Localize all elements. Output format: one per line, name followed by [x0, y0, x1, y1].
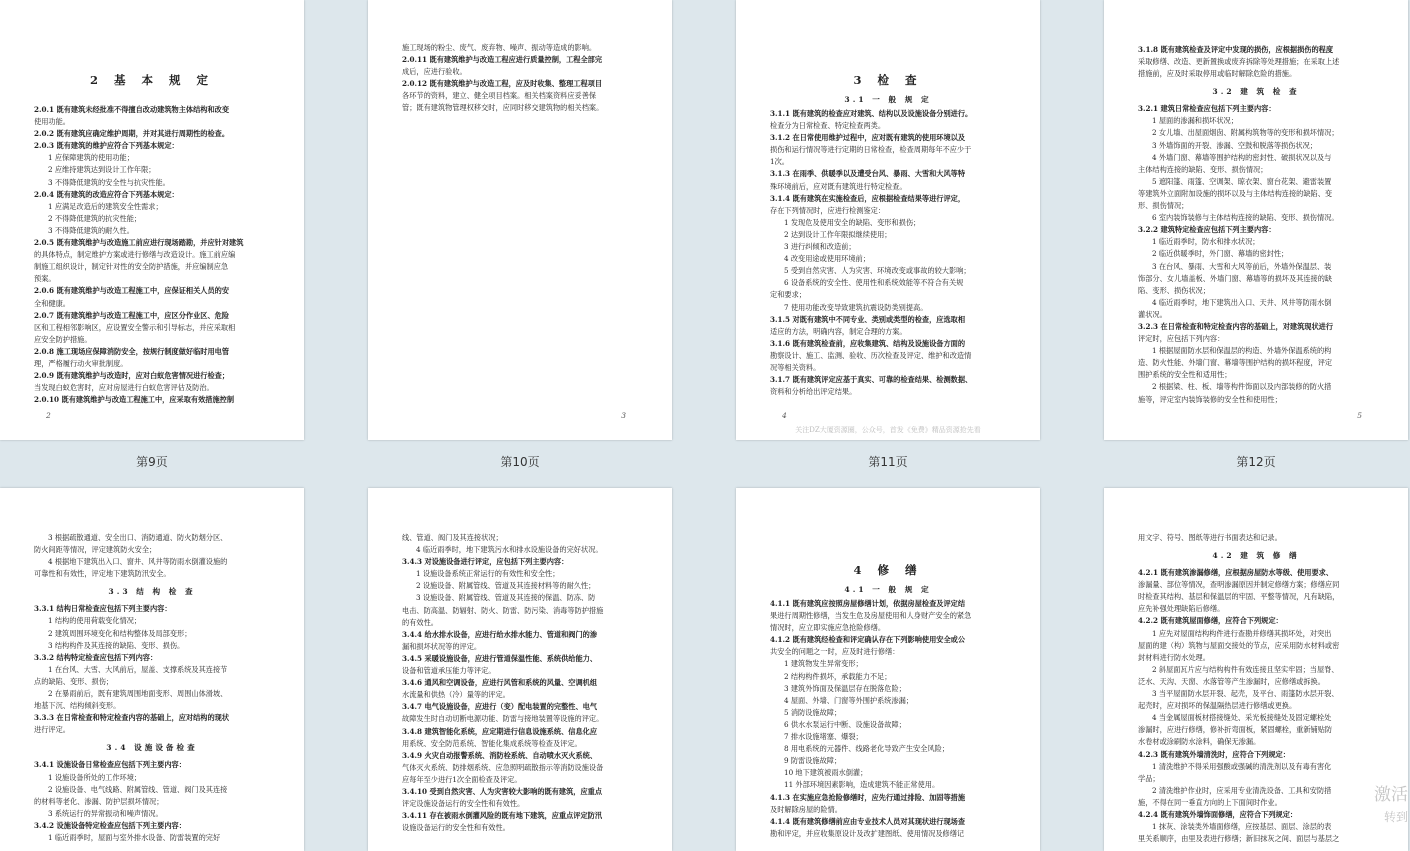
- text-line: 2 斜屋面瓦片应与结构构件有效连接且坚实牢固；当屋脊、: [1152, 664, 1339, 674]
- document-page-10[interactable]: [368, 0, 672, 440]
- text-line: 2 设施设备、电气线路、附属管线、管道、阀门及其连接: [48, 784, 228, 794]
- chapter-heading: 4 修 缮: [853, 563, 923, 577]
- text-line: 3.4.8 建筑智能化系统，应定期进行信息设施系统、信息化应: [402, 726, 598, 736]
- text-line: 3.4.11 存在被雨水倒灌风险的既有地下建筑，应重点评定防汛: [402, 811, 603, 821]
- text-line: 7 排水设施堵塞、爆裂；: [784, 732, 863, 742]
- text-line: 3 在台风、暴雨、大雪和大风等前后，外墙外保温层、装: [1152, 261, 1332, 271]
- text-line: 7 使用功能改变导致建筑抗震设防类别提高。: [784, 302, 928, 312]
- text-line: 理，严格履行动火审批制度。: [34, 358, 128, 368]
- text-line: 4 屋面、外墙、门窗等外围护系统渗漏；: [784, 695, 914, 705]
- text-line: 封材料进行防水处理。: [1138, 652, 1210, 662]
- text-line: 等建筑外立面附加设施的损坏以及与主体结构连接的缺陷、变: [1138, 188, 1333, 198]
- text-line: 应安全防护措施。: [34, 334, 92, 344]
- text-line: 3.4.5 采暖设施设备，应进行管道保温性能、系统供给能力、: [402, 653, 598, 663]
- page-text: [1138, 103, 1374, 405]
- text-line: 1 应先对屋面结构构件进行查勘并修缮其损坏处，对突出: [1152, 628, 1332, 638]
- text-line: 9 防雷设施故障；: [784, 756, 842, 766]
- footer-watermark: 关注DZ大厦资源圈，公众号，首发《免费》精品资源抢先看: [795, 426, 981, 434]
- text-line: 地基下沉、结构倾斜变形。: [34, 701, 121, 711]
- text-line: 11 外部环境因素影响，造成建筑不能正常使用。: [784, 780, 940, 790]
- text-line: 措施前，应及时采取停用或临时解除危险的措施。: [1138, 69, 1297, 79]
- document-page-9[interactable]: [0, 0, 304, 440]
- text-line: 2.0.1 既有建筑未经批准不得擅自改动建筑物主体结构和改变: [34, 105, 230, 114]
- text-line: 4 临近雨季时，地下建筑污水和排水设施设备的完好状况。: [416, 545, 603, 555]
- text-line: 3 设施设备、附属管线、管道及其连接的保温、防冻、防: [416, 593, 596, 603]
- text-line: 4.2.2 既有建筑屋面修缮，应符合下列规定：: [1138, 616, 1283, 626]
- text-line: 渗漏时，应进行修缮，修补折弯面板，紧固螺栓，重新铺贴防: [1138, 725, 1333, 735]
- text-line: 3.1.8 既有建筑检查及评定中发现的损伤，应根据损伤的程度: [1138, 45, 1334, 54]
- text-line: 灌状况。: [1138, 309, 1167, 319]
- text-line: 及时解除房屋的险情。: [770, 804, 842, 814]
- text-line: 陷、变形、损伤状况；: [1138, 285, 1210, 295]
- page-number: 4: [782, 411, 787, 420]
- text-line: 1次。: [770, 157, 789, 167]
- activation-watermark-line2: 转到: [1383, 810, 1408, 824]
- text-line: 防火间距等情况，评定建筑防火安全；: [34, 545, 157, 555]
- text-line: 勘和评定，并应收集原设计及改扩建图纸、使用情况及修缮记: [770, 828, 965, 838]
- text-line: 2.0.5 既有建筑维护与改造施工前应进行现场踏勘，并应针对建筑: [34, 238, 244, 248]
- text-line: 4 临近雨季时，地下建筑出入口、天井、风井等防雨水倒: [1152, 297, 1332, 307]
- text-line: 适应的方法，明确内容，制定合理的方案。: [770, 326, 907, 336]
- text-line: 3 结构构件及其连接的缺陷、变形、损伤。: [48, 640, 185, 650]
- text-line: 10 地下建筑被雨水倒灌；: [784, 768, 868, 778]
- text-line: 2 设施设备、附属管线、管道及其连接材料等的耐久性；: [416, 581, 596, 591]
- text-line: 用系统、安全防范系统、智能化集成系统等检查及评定。: [402, 738, 582, 748]
- text-line: 饰部分、女儿墙盖板、外墙门窗、幕墙等的损坏及其连接的缺: [1138, 273, 1333, 283]
- text-line: 5 遮阳篷、雨篷、空调架、晾衣架、窗台花架、避雷装置: [1152, 176, 1332, 186]
- text-line: 2.0.3 既有建筑的维护应符合下列基本规定：: [34, 141, 179, 151]
- page-text: [770, 108, 1006, 398]
- text-line: 3.1.6 既有建筑检查前，应收集建筑、结构及设施设备方面的: [770, 338, 966, 348]
- document-page-11[interactable]: [736, 0, 1040, 440]
- page-text: [34, 104, 270, 406]
- text-line: 1 清洗维护不得采用强酸或强碱的清洗剂以及有毒有害化: [1152, 761, 1332, 771]
- page-text: [34, 603, 270, 736]
- text-line: 应先补强处理缺陷后修缮。: [1138, 604, 1225, 614]
- text-line: 3.3.2 结构特定检查应包括下列内容：: [34, 652, 158, 662]
- text-line: 进行评定。: [34, 725, 70, 735]
- text-line: 3.4.2 设施设备特定检查应包括下列主要内容：: [34, 820, 186, 830]
- text-line: 存在下列情况时，应进行检测鉴定：: [770, 205, 886, 215]
- text-line: 施工现场的粉尘、废气、废弃物、噪声、振动等造成的影响。: [402, 43, 597, 52]
- text-line: 共安全的问题之一时，应及时进行修缮：: [770, 647, 900, 657]
- text-line: 1 抹灰、涂装类外墙面修缮，应按基层、面层、涂层的表: [1152, 822, 1332, 832]
- text-line: 情况时，应立即实施应急抢险修缮。: [770, 623, 886, 633]
- text-line: 2.0.11 既有建筑维护与改造工程应进行质量控制，工程全部完: [402, 55, 603, 65]
- text-line: 8 用电系统的元器件、线路老化导致产生安全风险；: [784, 744, 949, 754]
- text-line: 1 建筑物发生异常变形；: [784, 659, 863, 669]
- text-line: 6 室内装饰装修与主体结构连接的缺陷、变形、损伤情况。: [1152, 213, 1339, 223]
- text-line: 损伤和运行情况等进行定期的日常检查，检查周期每年不应少于: [770, 145, 972, 155]
- page-text: [1138, 532, 1374, 544]
- text-line: 3 外墙饰面的开裂、渗漏、空鼓和脱落等损伤状况；: [1152, 140, 1317, 150]
- text-line: 1 发现危及使用安全的缺陷、变形和损伤；: [784, 217, 921, 227]
- text-line: 电击、防高温、防辐射、防火、防雷、防污染、消毒等防护措施: [402, 605, 604, 615]
- page-text: [1138, 567, 1374, 845]
- text-line: 6 供水水泵运行中断、设施设备故障；: [784, 719, 906, 729]
- page-text: [402, 532, 638, 834]
- text-line: 4.2.1 既有建筑渗漏修缮，应根据房屋防水等级、使用要求、: [1138, 568, 1334, 578]
- text-line: 2.0.7 既有建筑维护与改造工程施工中，应区分作业区、危险: [34, 310, 230, 320]
- document-page-14[interactable]: [368, 488, 672, 851]
- page-caption: 第12页: [1236, 455, 1276, 469]
- text-line: 施等，评定室内装饰装修的安全性和使用性；: [1138, 394, 1282, 404]
- text-line: 2 不得降低建筑的抗灾性能；: [48, 213, 142, 223]
- text-line: 时检查其结构、基层和保温层的牢固、平整等情况，凡有缺陷，: [1138, 592, 1340, 602]
- page-number: 3: [621, 411, 626, 420]
- page-caption: 第10页: [500, 455, 540, 469]
- text-line: 4.1.2 既有建筑经检查和评定确认存在下列影响使用安全或公: [770, 635, 966, 645]
- document-page-16[interactable]: [1104, 488, 1408, 851]
- text-line: 殊环境前后，应对既有建筑进行特定检查。: [770, 181, 907, 191]
- text-line: 2.0.10 既有建筑维护与改造工程施工中，应采取有效措施控制: [34, 395, 235, 405]
- text-line: 2 应维持建筑达到设计工作年限；: [48, 165, 156, 175]
- text-line: 施，不得在同一垂直方向的上下面间时作业。: [1138, 797, 1282, 807]
- text-line: 学品；: [1138, 773, 1160, 783]
- document-page-12[interactable]: [1104, 0, 1408, 440]
- text-line: 3.3.1 结构日常检查应包括下列主要内容：: [34, 604, 172, 614]
- text-line: 形、损伤情况；: [1138, 201, 1189, 211]
- text-line: 5 受到自然灾害、人为灾害、环境改变或事故的较大影响；: [784, 266, 971, 276]
- text-line: 果进行周期性修缮，当发生危及房屋使用和人身财产安全的紧急: [770, 611, 972, 621]
- text-line: 4.1.1 既有建筑应按照房屋修缮计划，依据房屋检查及评定结: [770, 599, 966, 608]
- text-line: 1 应保障建筑的使用功能；: [48, 153, 134, 163]
- text-line: 设备和管道承压能力等评定。: [402, 666, 496, 676]
- page-text: [770, 598, 1006, 840]
- page-number: 5: [1357, 411, 1362, 420]
- text-line: 1 设施设备所处的工作环境；: [48, 772, 142, 782]
- chapter-heading: 2 基 本 规 定: [89, 73, 215, 87]
- text-line: 资料和分析给出评定结果。: [770, 387, 857, 397]
- text-line: 使用功能。: [34, 117, 70, 127]
- text-line: 区和工程相邻影响区，应设置安全警示和引导标志，并应采取相: [34, 322, 236, 332]
- activation-watermark-line1: 激活: [1374, 785, 1408, 805]
- text-line: 1 临近雨季时，屋面与室外排水设备、防雷装置的完好: [48, 832, 221, 842]
- text-line: 预案。: [34, 274, 56, 284]
- text-line: 2.0.8 施工现场应保障消防安全，按规行制度做好临时用电管: [34, 346, 230, 356]
- text-line: 漏和损坏状况等的评定。: [402, 641, 482, 651]
- text-line: 屋面的建（构）筑物与屋面交接处的节点，应采用防水材料或密: [1138, 640, 1340, 650]
- text-line: 6 设备系统的安全性、使用性和系统效能等不符合有关规: [784, 278, 964, 288]
- text-line: 3.1.3 在雨季、供暖季以及遭受台风、暴雨、大雪和大风等特: [770, 169, 966, 179]
- text-line: 况等相关资料。: [770, 362, 821, 372]
- section-heading: 3.2 建 筑 检 查: [1212, 87, 1300, 97]
- text-line: 采取修缮、改造、更新置换或废弃拆除等处理措施；在采取上述: [1138, 57, 1340, 67]
- text-line: 主体结构连接的缺陷、变形、损伤情况；: [1138, 164, 1268, 174]
- text-line: 2 达到设计工作年限拟继续使用；: [784, 229, 892, 239]
- text-line: 的具体特点，制定维护方案或进行修缮与改造设计。施工前应编: [34, 250, 236, 260]
- text-line: 4 改变用途或使用环境前；: [784, 254, 870, 264]
- text-line: 各环节的资料，建立、健全项目档案。相关档案资料应妥善保: [402, 91, 597, 101]
- text-line: 2 根据梁、柱、板、墙等构件饰面以及内部装修的防火措: [1152, 382, 1332, 392]
- page-text: [1138, 44, 1374, 80]
- text-line: 管；既有建筑物管理权移交时，应同时移交建筑物的相关档案。: [402, 103, 604, 113]
- text-line: 的材料等老化、渗漏、防护层损坏情况；: [34, 796, 164, 806]
- text-line: 3 系统运行的异常振动和噪声情况。: [48, 808, 163, 818]
- section-heading: 4.2 建 筑 修 缮: [1212, 551, 1300, 561]
- text-line: 气体灭火系统、防排烟系统、应急照明疏散指示等消防设施设备: [402, 762, 604, 772]
- text-line: 1 屋面的渗漏和损坏状况；: [1152, 116, 1238, 126]
- text-line: 2.0.4 既有建筑的改造应符合下列基本规定：: [34, 189, 179, 199]
- text-line: 应每年至少进行1次全面检查及评定。: [402, 774, 522, 784]
- text-line: 3 当平屋面防水层开裂、起壳，及平台、雨篷防水层开裂、: [1152, 689, 1339, 699]
- text-line: 成后，应进行验收。: [402, 67, 467, 77]
- page-caption: 第9页: [136, 455, 168, 469]
- text-line: 3.4.1 设施设备日常检查应包括下列主要内容：: [34, 760, 186, 770]
- text-line: 3 建筑外饰面及保温层存在脱落危险；: [784, 683, 906, 693]
- text-line: 4.2.4 既有建筑外墙饰面修缮，应符合下列规定：: [1138, 809, 1298, 819]
- text-line: 故障发生时自动切断电源功能、防雷与接地装置等设施的评定。: [402, 714, 604, 724]
- section-heading: 3.3 结 构 检 查: [108, 587, 196, 597]
- text-line: 4 当金属屋面板材搭接缝处、采光板接缝处及固定螺栓处: [1152, 713, 1332, 723]
- text-line: 用文字、符号、图纸等进行书面表达和记录。: [1138, 533, 1282, 542]
- text-line: 评定设施设备运行的安全性和有效性。: [402, 799, 525, 809]
- text-line: 造、防火性能、外墙门窗、幕墙等围护结构的损坏程度，评定: [1138, 358, 1333, 368]
- text-line: 点的缺陷、变形、损伤；: [34, 676, 114, 686]
- text-line: 3.2.2 建筑特定检查应包括下列主要内容：: [1138, 225, 1276, 235]
- text-line: 1 临近雨季时，防水和排水状况；: [1152, 237, 1260, 247]
- text-line: 2 临近供暖季时，外门窗、幕墙的密封性；: [1152, 249, 1289, 259]
- text-line: 3.4.6 通风和空调设备，应进行风管和系统的风量、空调机组: [402, 678, 598, 688]
- text-line: 2 在暴雨前后，既有建筑周围地面变形、周围山体滑坡、: [48, 689, 228, 699]
- text-line: 4 根据地下建筑出入口、窗井、风井等防雨水倒灌设施的: [48, 557, 228, 567]
- text-line: 2 女儿墙、出屋面烟囱、附属构筑物等的变形和损坏情况；: [1152, 128, 1339, 138]
- text-line: 1 设施设备系统正常运行的有效性和安全性；: [416, 569, 560, 579]
- section-heading: 4.1 一 般 规 定: [844, 585, 932, 594]
- page-text: [34, 532, 270, 580]
- text-line: 里关系顺序，由里及表进行修缮；新旧抹灰之间、面层与基层之: [1138, 834, 1340, 844]
- text-line: 3.4.3 对设施设备进行评定，应包括下列主要内容：: [402, 557, 569, 567]
- text-line: 1 根据屋面防水层和保温层的构造、外墙外保温系统的构: [1152, 346, 1332, 356]
- text-line: 3.4.9 火灾自动报警系统、消防栓系统、自动喷水灭火系统、: [402, 750, 598, 760]
- text-line: 3.3.3 在日常检查和特定检查内容的基础上，应对结构的现状: [34, 713, 230, 723]
- page-caption: 第11页: [868, 455, 908, 469]
- text-line: 3.4.10 受到自然灾害、人为灾害较大影响的既有建筑，应重点: [402, 786, 603, 796]
- text-line: 3.4.4 给水排水设备，应进行给水排水能力、管道和阀门的渗: [402, 629, 598, 639]
- text-line: 全和健康。: [34, 298, 70, 308]
- text-line: 4.2.3 既有建筑外墙清洗时，应符合下列规定：: [1138, 749, 1290, 759]
- text-line: 3.2.1 建筑日常检查应包括下列主要内容：: [1138, 104, 1276, 114]
- section-heading: 3.4 设施设备检查: [106, 743, 198, 753]
- text-line: 1 应满足改造后的建筑安全性需求；: [48, 201, 163, 211]
- text-line: 2.0.9 既有建筑维护与改造时，应对白蚁危害情况进行检查；: [34, 371, 230, 381]
- text-line: 渗漏量、部位等情况，查明渗漏原因并制定修缮方案；修缮应同: [1138, 580, 1340, 590]
- text-line: 3.1.5 对既有建筑中不同专业、类别或类型的检查，应选取相: [770, 314, 966, 324]
- text-line: 检查分为日常检查、特定检查两类。: [770, 121, 886, 131]
- text-line: 5 消防设施故障；: [784, 707, 842, 717]
- text-line: 2.0.2 既有建筑应确定维护周期，并对其进行周期性的检查。: [34, 129, 230, 139]
- text-line: 制施工组织设计，制定针对性的安全防护措施，并应编制应急: [34, 262, 229, 272]
- text-line: 3.2.3 在日常检查和特定检查内容的基础上，对建筑现状进行: [1138, 321, 1334, 331]
- text-line: 围护系统的安全性和适用性；: [1138, 370, 1232, 380]
- text-line: 3.4.7 电气设施设备，应进行（变）配电装置的完整性、电气: [402, 702, 598, 712]
- page-text: [402, 42, 638, 115]
- text-line: 水流量和供热（冷）量等的评定。: [402, 690, 510, 700]
- chapter-heading: 3 检 查: [853, 73, 923, 87]
- text-line: 的有效性。: [402, 617, 438, 627]
- text-line: 线、管道、阀门及其连接状况；: [402, 533, 503, 542]
- text-line: 水卷材或涂刷防水涂料，确保无渗漏。: [1138, 737, 1261, 747]
- text-line: 设施设备运行的安全性和有效性。: [402, 823, 510, 833]
- text-line: 2.0.6 既有建筑维护与改造工程施工中，应保证相关人员的安: [34, 286, 230, 296]
- text-line: 可靠性和有效性，评定地下建筑防汛安全。: [34, 569, 171, 579]
- text-line: 当发现白蚁危害时，应对房屋进行白蚁危害评估及防治。: [34, 383, 214, 393]
- text-line: 3.1.4 既有建筑在实施检查后，应根据检查结果等进行评定，: [770, 193, 966, 203]
- text-line: 2 建筑周围环境变化和结构整体及局部变形；: [48, 628, 192, 638]
- text-line: 3.1.2 在日常使用维护过程中，应对既有建筑的使用环境以及: [770, 133, 966, 143]
- text-line: 勘察设计、施工、监测、验收、历次检查及评定、维护和改造情: [770, 350, 972, 360]
- text-line: 4.1.4 既有建筑修缮前应由专业技术人员对其现状进行现场查: [770, 816, 966, 826]
- text-line: 3 根据疏散通道、安全出口、消防通道、防火防烟分区、: [48, 533, 228, 542]
- page-text: [34, 759, 270, 844]
- text-line: 4 外墙门窗、幕墙等围护结构的密封性、破损状况以及与: [1152, 152, 1332, 162]
- text-line: 1 结构的使用荷载变化情况；: [48, 616, 142, 626]
- text-line: 定和要求；: [770, 290, 806, 300]
- text-line: 4.1.3 在实施应急抢险修缮时，应先行通过排险、加固等措施: [770, 792, 966, 802]
- text-line: 3.1.1 既有建筑的检查应对建筑、结构以及设施设备分别进行。: [770, 109, 973, 118]
- text-line: 3 不得降低建筑的安全性与抗灾性能。: [48, 177, 170, 187]
- text-line: 2.0.12 既有建筑维护与改造工程，应及时收集、整理工程项目: [402, 79, 603, 89]
- text-line: 评定时，应包括下列内容：: [1138, 334, 1225, 344]
- text-line: 3 不得降低建筑的耐久性。: [48, 225, 134, 235]
- text-line: 3 进行纠倾和改造前；: [784, 242, 856, 252]
- document-page-13[interactable]: [0, 488, 304, 851]
- document-page-15[interactable]: [736, 488, 1040, 851]
- text-line: 1 在台风、大雪、大风前后，屋盖、支撑系统及其连接节: [48, 664, 228, 674]
- text-line: 2 结构构件损坏，承载能力不足；: [784, 671, 892, 681]
- text-line: 2 清洗维护作业时，应采用专业清洗设备、工具和安防措: [1152, 785, 1332, 795]
- page-number: 2: [46, 411, 51, 420]
- text-line: 起壳时，应对损坏的保温隔热层进行修缮或更换。: [1138, 701, 1297, 711]
- section-heading: 3.1 一 般 规 定: [844, 95, 932, 104]
- text-line: 3.1.7 既有建筑评定应基于真实、可靠的检查结果、检测数据、: [770, 375, 973, 385]
- text-line: 泛水、天沟、天窗、水落管等产生渗漏时，应修缮或拆换。: [1138, 676, 1325, 686]
